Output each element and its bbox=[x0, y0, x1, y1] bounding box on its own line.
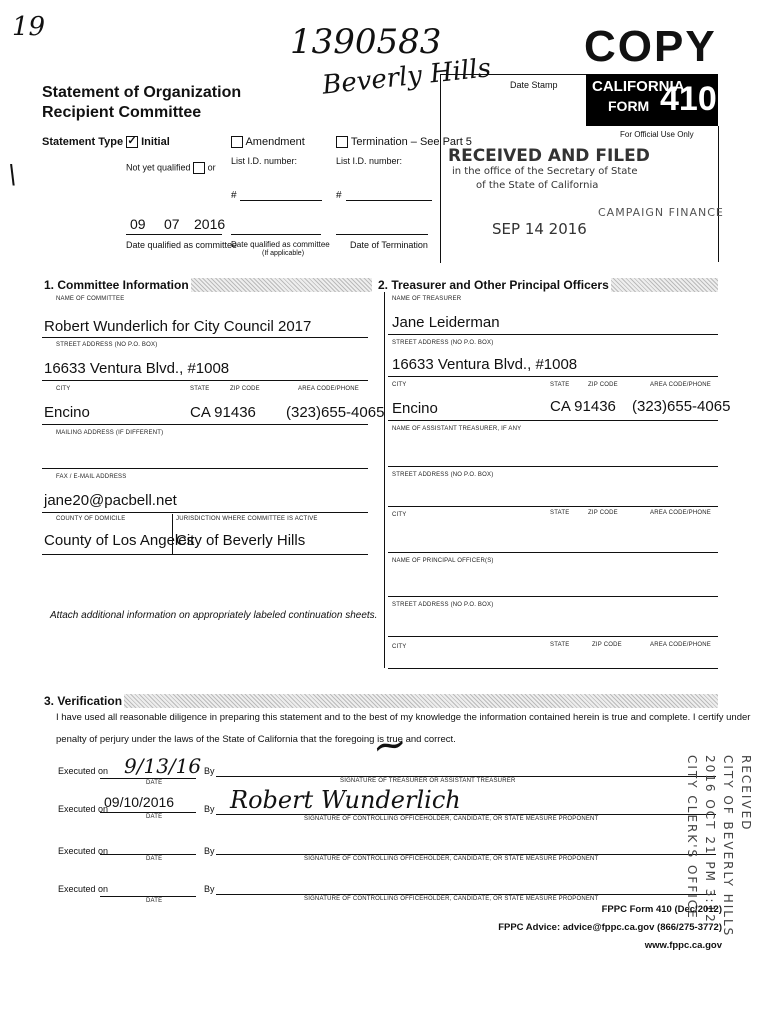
committee-state-zip[interactable]: CA 91436 bbox=[190, 404, 256, 421]
county-divider bbox=[172, 514, 173, 554]
treasurer-phone[interactable]: (323)655-4065 bbox=[632, 398, 731, 415]
committee-street-line bbox=[42, 380, 368, 381]
committee-email[interactable]: jane20@pacbell.net bbox=[44, 492, 177, 509]
attach-note: Attach additional information on appropriately labeled continuation sheets. bbox=[50, 610, 378, 621]
officer-phone-label: AREA CODE/PHONE bbox=[650, 642, 712, 648]
form-label: FORM bbox=[608, 98, 650, 114]
city-stamp-line-4: CITY CLERK'S OFFICE bbox=[685, 755, 699, 920]
termination-hash: # bbox=[336, 190, 342, 201]
received-date: SEP 14 2016 bbox=[492, 220, 587, 238]
executed-on-2: Executed on bbox=[58, 804, 109, 814]
amendment-checkbox[interactable] bbox=[231, 136, 243, 148]
committee-name[interactable]: Robert Wunderlich for City Council 2017 bbox=[44, 318, 312, 335]
committee-name-line bbox=[42, 337, 368, 338]
received-line-1: in the office of the Secretary of State bbox=[452, 166, 638, 177]
campaign-finance-stamp: CAMPAIGN FINANCE bbox=[598, 206, 724, 219]
asst-street-label: STREET ADDRESS (NO P.O. BOX) bbox=[392, 472, 494, 478]
city-note: Beverly Hills bbox=[320, 53, 493, 101]
officer-city-line bbox=[388, 668, 718, 669]
treasurer-state-label: STATE bbox=[550, 382, 570, 388]
initial-option[interactable] bbox=[126, 136, 170, 148]
copy-stamp: COPY bbox=[584, 22, 717, 71]
by-3: By bbox=[204, 846, 215, 856]
form-title: Statement of Organization bbox=[42, 84, 242, 101]
date-qualified-label-2: Date qualified as committee bbox=[231, 240, 330, 249]
termination-date-line bbox=[336, 234, 428, 235]
by-4: By bbox=[204, 884, 215, 894]
treasurer-street-label: STREET ADDRESS (NO P.O. BOX) bbox=[392, 340, 494, 346]
asst-state-label: STATE bbox=[550, 510, 570, 516]
officer-street-line bbox=[388, 636, 718, 637]
committee-name-label: NAME OF COMMITTEE bbox=[56, 296, 125, 302]
date-stamp-label: Date Stamp bbox=[510, 80, 558, 90]
verification-text-2: penalty of perjury under the laws of the State of California that the foregoing is true and correct. bbox=[56, 734, 456, 745]
date-qualified-mm[interactable]: 09 bbox=[130, 216, 146, 232]
committee-section-title: 1. Committee Information bbox=[44, 278, 189, 292]
asst-city-line bbox=[388, 552, 718, 553]
date-3-line bbox=[100, 854, 196, 855]
principal-officer-label: NAME OF PRINCIPAL OFFICER(S) bbox=[392, 558, 494, 564]
termination-date-label: Date of Termination bbox=[350, 240, 428, 250]
sig-2: Robert Wunderlich bbox=[230, 786, 461, 814]
verification-text-1: I have used all reasonable diligence in preparing this statement and to the best of my knowledge the information contained herein is true and complete. I certify under bbox=[56, 712, 751, 723]
sig-2-label: SIGNATURE OF CONTROLLING OFFICEHOLDER, CANDIDATE, OR STATE MEASURE PROPONENT bbox=[304, 816, 599, 822]
city-stamp-line-1: RECEIVED bbox=[739, 755, 753, 832]
amendment-id-label: List I.D. number: bbox=[231, 156, 298, 166]
or-label: or bbox=[207, 162, 216, 173]
date-3-label: DATE bbox=[146, 856, 163, 862]
footer-advice[interactable]: FPPC Advice: advice@fppc.ca.gov (866/275-3772) bbox=[498, 922, 722, 933]
section-divider bbox=[384, 292, 385, 668]
officer-state-label: STATE bbox=[550, 642, 570, 648]
initial-label: Initial bbox=[141, 136, 170, 148]
treasurer-name-label: NAME OF TREASURER bbox=[392, 296, 462, 302]
filing-number: 1390583 bbox=[290, 22, 442, 62]
officer-zip-label: ZIP CODE bbox=[592, 642, 622, 648]
treasurer-section-title: 2. Treasurer and Other Principal Officers bbox=[378, 278, 609, 292]
sig-1-scribble: ~ bbox=[368, 717, 412, 772]
date-1-line bbox=[100, 778, 196, 779]
termination-id-line bbox=[346, 200, 432, 201]
sig-3-label: SIGNATURE OF CONTROLLING OFFICEHOLDER, CANDIDATE, OR STATE MEASURE PROPONENT bbox=[304, 856, 599, 862]
asst-zip-label: ZIP CODE bbox=[588, 510, 618, 516]
verification-section-header bbox=[42, 694, 718, 708]
principal-officer-line bbox=[388, 596, 718, 597]
margin-mark: \ bbox=[8, 160, 17, 190]
by-1: By bbox=[204, 766, 215, 776]
county-label: COUNTY OF DOMICILE bbox=[56, 516, 126, 522]
committee-street[interactable]: 16633 Ventura Blvd., #1008 bbox=[44, 360, 230, 377]
not-yet-qualified-label: Not yet qualified bbox=[126, 162, 191, 173]
treasurer-name-line bbox=[388, 334, 718, 335]
right-box-edge bbox=[718, 126, 719, 262]
treasurer-zip-label: ZIP CODE bbox=[588, 382, 618, 388]
executed-on-4: Executed on bbox=[58, 884, 109, 894]
city-received-stamp bbox=[635, 755, 755, 965]
committee-state-label: STATE bbox=[190, 386, 210, 392]
date-2-label: DATE bbox=[146, 814, 163, 820]
sig-4-label: SIGNATURE OF CONTROLLING OFFICEHOLDER, CANDIDATE, OR STATE MEASURE PROPONENT bbox=[304, 896, 599, 902]
date-qualified-dd[interactable]: 07 bbox=[164, 216, 180, 232]
form-state: CALIFORNIA bbox=[592, 78, 685, 95]
amendment-label: Amendment bbox=[245, 136, 305, 148]
not-yet-qualified-checkbox[interactable] bbox=[193, 162, 205, 174]
committee-section-header bbox=[42, 278, 372, 292]
page-number: 19 bbox=[12, 12, 46, 42]
treasurer-city-line bbox=[388, 420, 718, 421]
verification-section-title: 3. Verification bbox=[44, 694, 123, 708]
county-line bbox=[42, 554, 368, 555]
treasurer-section-header bbox=[376, 278, 718, 292]
committee-email-line bbox=[42, 512, 368, 513]
footer-web[interactable]: www.fppc.ca.gov bbox=[644, 940, 722, 951]
committee-phone-label: AREA CODE/PHONE bbox=[298, 386, 360, 392]
form-number: 410 bbox=[660, 80, 717, 118]
committee-street-label: STREET ADDRESS (NO P.O. BOX) bbox=[56, 342, 158, 348]
committee-city-label: CITY bbox=[56, 386, 71, 392]
city-stamp-line-2: CITY OF BEVERLY HILLS bbox=[721, 755, 735, 938]
asst-phone-label: AREA CODE/PHONE bbox=[650, 510, 712, 516]
date-qualified-line-2 bbox=[231, 234, 321, 235]
treasurer-street[interactable]: 16633 Ventura Blvd., #1008 bbox=[392, 356, 578, 373]
sig-1-label: SIGNATURE OF TREASURER OR ASSISTANT TREASURER bbox=[340, 778, 516, 784]
initial-checkbox[interactable]: ✓ bbox=[127, 135, 137, 148]
officer-city-label: CITY bbox=[392, 644, 407, 650]
date-qualified-line bbox=[126, 234, 222, 235]
treasurer-city[interactable]: Encino bbox=[392, 400, 438, 417]
amendment-id-line bbox=[240, 200, 322, 201]
form-badge bbox=[586, 74, 718, 126]
treasurer-city-label: CITY bbox=[392, 382, 407, 388]
asst-treasurer-label: NAME OF ASSISTANT TREASURER, IF ANY bbox=[392, 426, 522, 432]
date-qualified-yyyy[interactable]: 2016 bbox=[194, 216, 226, 232]
form-subtitle: Recipient Committee bbox=[42, 104, 202, 121]
amendment-hash: # bbox=[231, 190, 237, 201]
date-qualified-label: Date qualified as committee bbox=[126, 240, 238, 250]
committee-mailing-label: MAILING ADDRESS (IF DIFFERENT) bbox=[56, 430, 164, 436]
county-value[interactable]: County of Los Angeles bbox=[44, 532, 195, 549]
footer-form: FPPC Form 410 (Dec/2012) bbox=[601, 904, 722, 915]
date-2-line bbox=[100, 812, 196, 813]
city-stamp-line-3: 2016 OCT 21 PM 3:12 bbox=[703, 755, 717, 924]
date-4-line bbox=[100, 896, 196, 897]
executed-on-3: Executed on bbox=[58, 846, 109, 856]
treasurer-name[interactable]: Jane Leiderman bbox=[392, 314, 500, 331]
termination-checkbox[interactable] bbox=[336, 136, 348, 148]
asst-city-label: CITY bbox=[392, 512, 407, 518]
treasurer-state-zip[interactable]: CA 91436 bbox=[550, 398, 616, 415]
amendment-option[interactable] bbox=[231, 136, 305, 148]
committee-city[interactable]: Encino bbox=[44, 404, 90, 421]
date-1[interactable]: 9/13/16 bbox=[124, 754, 202, 778]
termination-id-label: List I.D. number: bbox=[336, 156, 403, 166]
jurisdiction-value[interactable]: City of Beverly Hills bbox=[176, 532, 306, 549]
date-4-label: DATE bbox=[146, 898, 163, 904]
if-applicable-label: (If applicable) bbox=[262, 250, 305, 257]
committee-zip-label: ZIP CODE bbox=[230, 386, 260, 392]
statement-type-label: Statement Type bbox=[42, 136, 124, 148]
asst-treasurer-line bbox=[388, 466, 718, 467]
treasurer-phone-label: AREA CODE/PHONE bbox=[650, 382, 712, 388]
date-2[interactable]: 09/10/2016 bbox=[104, 794, 175, 810]
committee-phone[interactable]: (323)655-4065 bbox=[286, 404, 385, 421]
asst-street-line bbox=[388, 506, 718, 507]
termination-label: Termination – See Part 5 bbox=[350, 136, 472, 148]
committee-city-line bbox=[42, 424, 368, 425]
officer-street-label: STREET ADDRESS (NO P.O. BOX) bbox=[392, 602, 494, 608]
committee-mailing-line bbox=[42, 468, 368, 469]
not-yet-qualified-option[interactable] bbox=[126, 162, 216, 174]
received-filed-stamp: RECEIVED AND FILED bbox=[448, 146, 650, 166]
committee-fax-label: FAX / E-MAIL ADDRESS bbox=[56, 474, 127, 480]
received-line-2: of the State of California bbox=[476, 180, 599, 191]
jurisdiction-label: JURISDICTION WHERE COMMITTEE IS ACTIVE bbox=[176, 516, 318, 522]
treasurer-street-line bbox=[388, 376, 718, 377]
official-use-label: For Official Use Only bbox=[620, 130, 694, 139]
executed-on-1: Executed on bbox=[58, 766, 109, 776]
date-1-label: DATE bbox=[146, 780, 163, 786]
by-2: By bbox=[204, 804, 215, 814]
